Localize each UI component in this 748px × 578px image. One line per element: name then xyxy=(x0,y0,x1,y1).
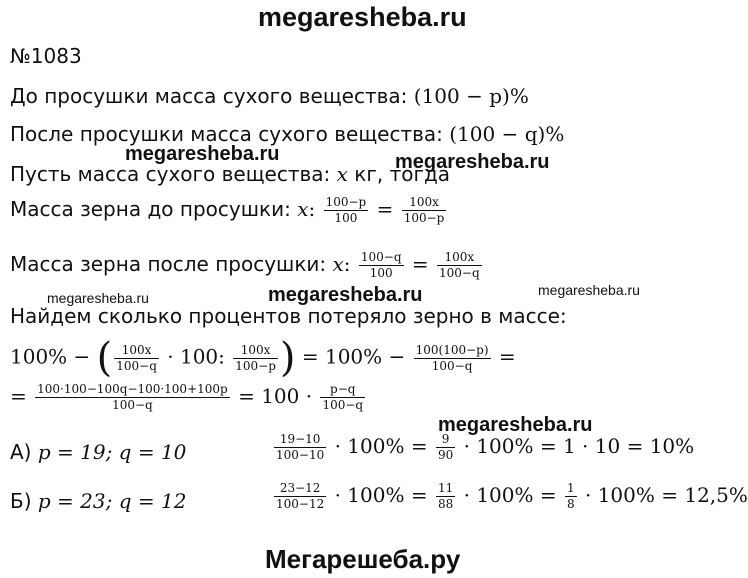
grain-after-var: x xyxy=(332,252,344,276)
equation-line-1: 100% − ( $\frac{100x}{100-q}$ · 100: $\frac{100x}{100-p}$ ) = 100% − $\frac{100(100-p)}{100-q}$ = xyxy=(10,335,516,381)
let-var: x xyxy=(336,162,348,186)
case-a-condition: А) p = 19; q = 10 xyxy=(10,440,187,464)
before-drying-text: До просушки масса сухого вещества: xyxy=(10,84,414,108)
grain-before-label: Масса зерна до просушки: xyxy=(10,197,298,221)
grain-before-fraction-1: $\frac{100-p}{100}$ xyxy=(325,195,367,225)
case-b-fraction-3: $\frac{1}{8}$ xyxy=(566,481,575,511)
after-drying-line xyxy=(10,122,564,146)
case-a-fraction-1: $\frac{19-10}{100-10}$ xyxy=(276,432,325,462)
grain-before-line: Масса зерна до просушки: x: $\frac{100-p}{100}$ = $\frac{100x}{100-p}$ xyxy=(10,195,445,225)
after-drying-expr: (100 − q)% xyxy=(449,122,565,146)
case-b-fraction-2: $\frac{11}{88}$ xyxy=(437,481,454,511)
grain-after-line: Масса зерна после просушки: x: $\frac{100-q}{100}$ = $\frac{100x}{100-q}$ xyxy=(10,250,480,280)
grain-after-label: Масса зерна после просушки: xyxy=(10,252,333,276)
eq2-fraction-1: $\frac{100\cdot 100-100q-100\cdot 100+100p}{100-q}$ xyxy=(37,382,228,412)
case-b-fraction-1: $\frac{23-12}{100-12}$ xyxy=(276,481,325,511)
case-a-solution: $\frac{19-10}{100-10}$ · 100% = $\frac{9}{90}$ · 100% = 1 · 10 = 10% xyxy=(276,432,695,462)
let-text: Пусть масса сухого вещества: xyxy=(10,162,337,186)
watermark: megaresheba.ru xyxy=(125,143,280,165)
before-drying-expr: (100 − p)% xyxy=(413,84,529,108)
watermark: megaresheba.ru xyxy=(47,290,149,306)
find-line: Найдем сколько процентов потеряло зерно в массе: xyxy=(10,304,567,328)
case-b-solution: $\frac{23-12}{100-12}$ · 100% = $\frac{11}{88}$ · 100% = $\frac{1}{8}$ · 100% = 12,5% xyxy=(276,481,748,511)
eq1-fraction-2: $\frac{100x}{100-p}$ xyxy=(235,342,276,373)
after-drying-text: После просушки масса сухого вещества: xyxy=(10,122,450,146)
watermark: megaresheba.ru xyxy=(538,282,640,298)
site-header: megaresheba.ru xyxy=(258,2,467,32)
grain-before-fraction-2: $\frac{100x}{100-p}$ xyxy=(403,195,445,225)
before-drying-line xyxy=(10,84,529,108)
let-tail: кг, тогда xyxy=(347,162,451,186)
problem-number: №1083 xyxy=(10,44,82,68)
site-footer: Мегарешеба.ру xyxy=(265,544,461,574)
eq2-fraction-2: $\frac{p-q}{100-q}$ xyxy=(322,382,364,412)
grain-after-fraction-2: $\frac{100x}{100-q}$ xyxy=(439,250,480,280)
eq1-fraction-3: $\frac{100(100-p)}{100-q}$ xyxy=(415,342,489,373)
watermark: megaresheba.ru xyxy=(438,414,593,436)
case-a-fraction-2: $\frac{9}{90}$ xyxy=(437,432,454,462)
equation-line-2: = $\frac{100\cdot 100-100q-100\cdot 100+100p}{100-q}$ = 100 · $\frac{p-q}{100-q}$ xyxy=(10,382,364,412)
watermark: megaresheba.ru xyxy=(268,284,423,306)
case-b-condition: Б) p = 23; q = 12 xyxy=(10,489,187,513)
grain-after-fraction-1: $\frac{100-q}{100}$ xyxy=(360,250,402,280)
eq1-fraction-1: $\frac{100x}{100-q}$ xyxy=(116,342,157,373)
grain-before-var: x xyxy=(297,197,309,221)
watermark: megaresheba.ru xyxy=(395,151,550,173)
